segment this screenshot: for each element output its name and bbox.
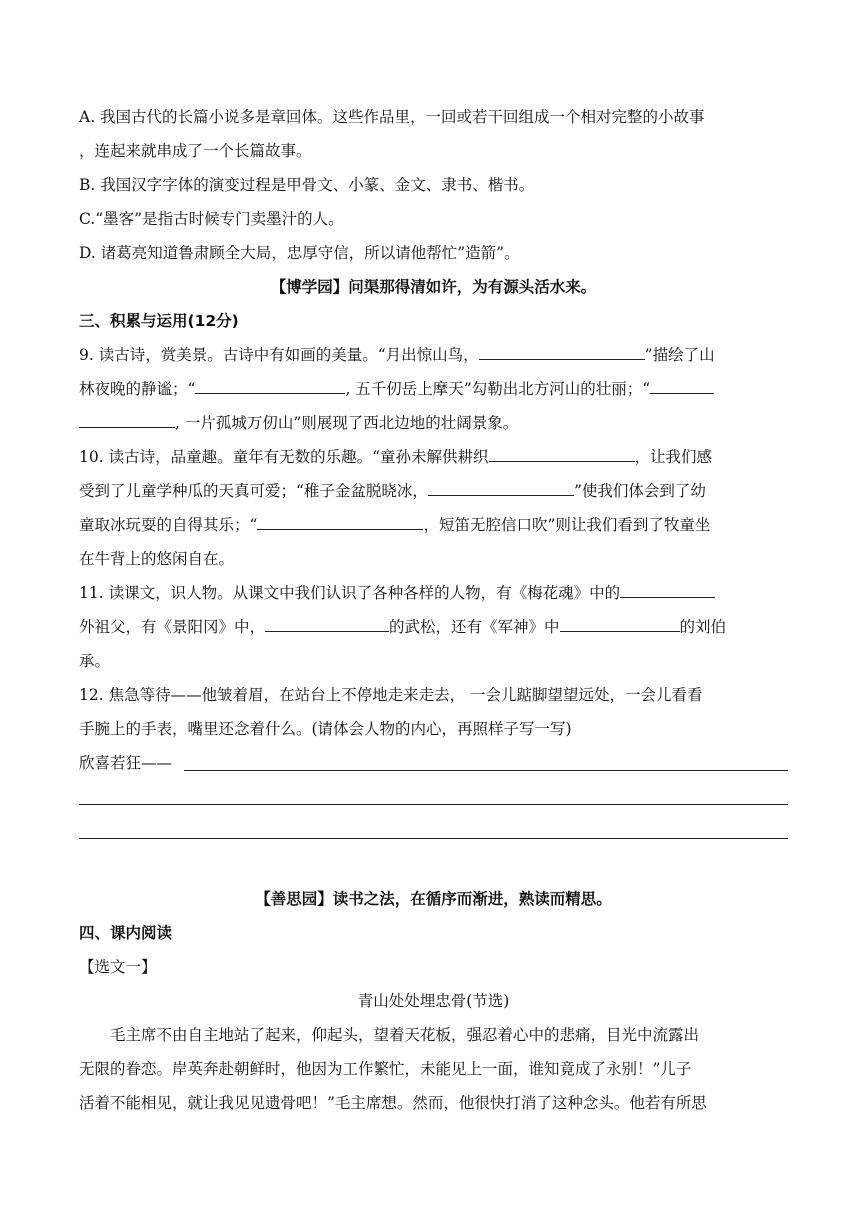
option-b: B. 我国汉字字体的演变过程是甲骨文、小篆、金文、隶书、楷书。 xyxy=(79,176,535,194)
section-3-score: (12分) xyxy=(187,312,239,330)
q12-answer-line-3[interactable] xyxy=(79,838,788,839)
q11-line1 xyxy=(79,582,789,604)
q10-blank-2[interactable] xyxy=(428,480,574,496)
q12-answer-line-1[interactable] xyxy=(184,770,788,771)
q10-text-6: ，短笛无腔信口吹”则让我们看到了牧童坐 xyxy=(423,516,711,534)
q9-line3 xyxy=(79,412,789,434)
q9-line1 xyxy=(79,344,789,366)
boxueyuan-motto: 问渠那得清如许，为有源头活水来。 xyxy=(348,278,597,296)
q10-text-4: ”使我们体会到了幼 xyxy=(573,482,706,500)
option-d: D. 诸葛亮知道鲁肃顾全大局，忠厚守信，所以请他帮忙”造箭”。 xyxy=(79,244,520,262)
q9-blank-3a[interactable] xyxy=(650,378,714,394)
q9-text-5: , 一片孤城万仞山”则展现了西北边地的壮阔景象。 xyxy=(175,414,519,432)
q10-blank-3[interactable] xyxy=(257,514,423,530)
section-4-title: 四、课内阅读 xyxy=(79,924,173,942)
option-c: C.“墨客”是指古时候专门卖墨汁的人。 xyxy=(79,210,344,228)
q11-blank-1[interactable] xyxy=(620,582,715,598)
q12-prompt: 欣喜若狂—— xyxy=(79,754,173,772)
q10-text-1: 10. 读古诗，品童趣。童年有无数的乐趣。“童孙未解供耕织 xyxy=(79,448,489,466)
passage-line-1: 毛主席不由自主地站了起来，仰起头，望着天花板，强忍着心中的悲痛，目光中流露出 xyxy=(110,1026,700,1044)
q11-line3: 承。 xyxy=(79,652,111,670)
q11-text-1: 11. 读课文，识人物。从课文中我们认识了各种各样的人物，有《梅花魂》中的 xyxy=(79,584,621,602)
q9-line2 xyxy=(79,378,789,400)
section-3-name: 三、积累与运用 xyxy=(79,312,188,330)
passage-line-3: 活着不能相见，就让我见见遗骨吧！”毛主席想。然而，他很快打消了这种念头。他若有所思 xyxy=(79,1094,707,1112)
passage-label: 【选文一】 xyxy=(79,958,157,976)
option-a-line1: A. 我国古代的长篇小说多是章回体。这些作品里，一回或若干回组成一个相对完整的小故事 xyxy=(79,108,705,126)
q10-line1 xyxy=(79,446,789,468)
q11-text-4: 的刘伯 xyxy=(679,618,727,636)
q10-line3 xyxy=(79,514,789,536)
section-3-title xyxy=(79,310,789,332)
q9-blank-3b[interactable] xyxy=(79,412,175,428)
q10-line2 xyxy=(79,480,789,502)
q9-blank-2[interactable] xyxy=(195,378,345,394)
passage-line-2: 无限的眷恋。岸英奔赴朝鲜时，他因为工作繁忙，未能见上一面，谁知竟成了永别！”儿子 xyxy=(79,1060,692,1078)
q9-text-3: 林夜晚的静谧；“ xyxy=(79,380,196,398)
boxueyuan-label: 【博学园】 xyxy=(270,278,349,296)
passage-title: 青山处处埋忠骨(节选) xyxy=(357,992,510,1010)
option-a-line2: ，连起来就串成了一个长篇故事。 xyxy=(79,142,312,160)
q11-text-2: 外祖父，有《景阳冈》中， xyxy=(79,618,266,636)
shansiyuan-label: 【善思园】 xyxy=(255,890,333,908)
q12-line2: 手腕上的手表，嘴里还念着什么。(请体会人物的内心，再照样子写一写) xyxy=(79,720,572,738)
q11-blank-3[interactable] xyxy=(560,616,680,632)
boxueyuan-heading xyxy=(0,276,867,298)
q10-text-2: ，让我们感 xyxy=(634,448,713,466)
q10-text-3: 受到了儿童学种瓜的天真可爱；“稚子金盆脱晓冰， xyxy=(79,482,428,500)
q9-text-1: 9. 读古诗，赏美景。古诗中有如画的美量。“月出惊山鸟， xyxy=(79,346,479,364)
q12-answer-line-2[interactable] xyxy=(79,804,788,805)
q10-text-5: 童取冰玩耍的自得其乐；“ xyxy=(79,516,258,534)
q11-text-3: 的武松，还有《军神》中 xyxy=(389,618,560,636)
q10-line4: 在牛背上的悠闲自在。 xyxy=(79,550,235,568)
shansiyuan-heading xyxy=(0,888,867,910)
q9-blank-1[interactable] xyxy=(479,344,645,360)
q10-blank-1[interactable] xyxy=(489,446,635,462)
q9-text-2: ”描绘了山 xyxy=(644,346,715,364)
q12-line1: 12. 焦急等待——他皱着眉，在站台上不停地走来走去， 一会儿踮脚望望远处，一会儿看看 xyxy=(79,686,703,704)
q11-line2 xyxy=(79,616,789,638)
q11-blank-2[interactable] xyxy=(265,616,389,632)
q9-text-4: , 五千仞岳上摩天”勾勒出北方河山的壮丽；“ xyxy=(345,380,651,398)
shansiyuan-motto: 读书之法，在循序而渐进，熟读而精思。 xyxy=(332,890,612,908)
